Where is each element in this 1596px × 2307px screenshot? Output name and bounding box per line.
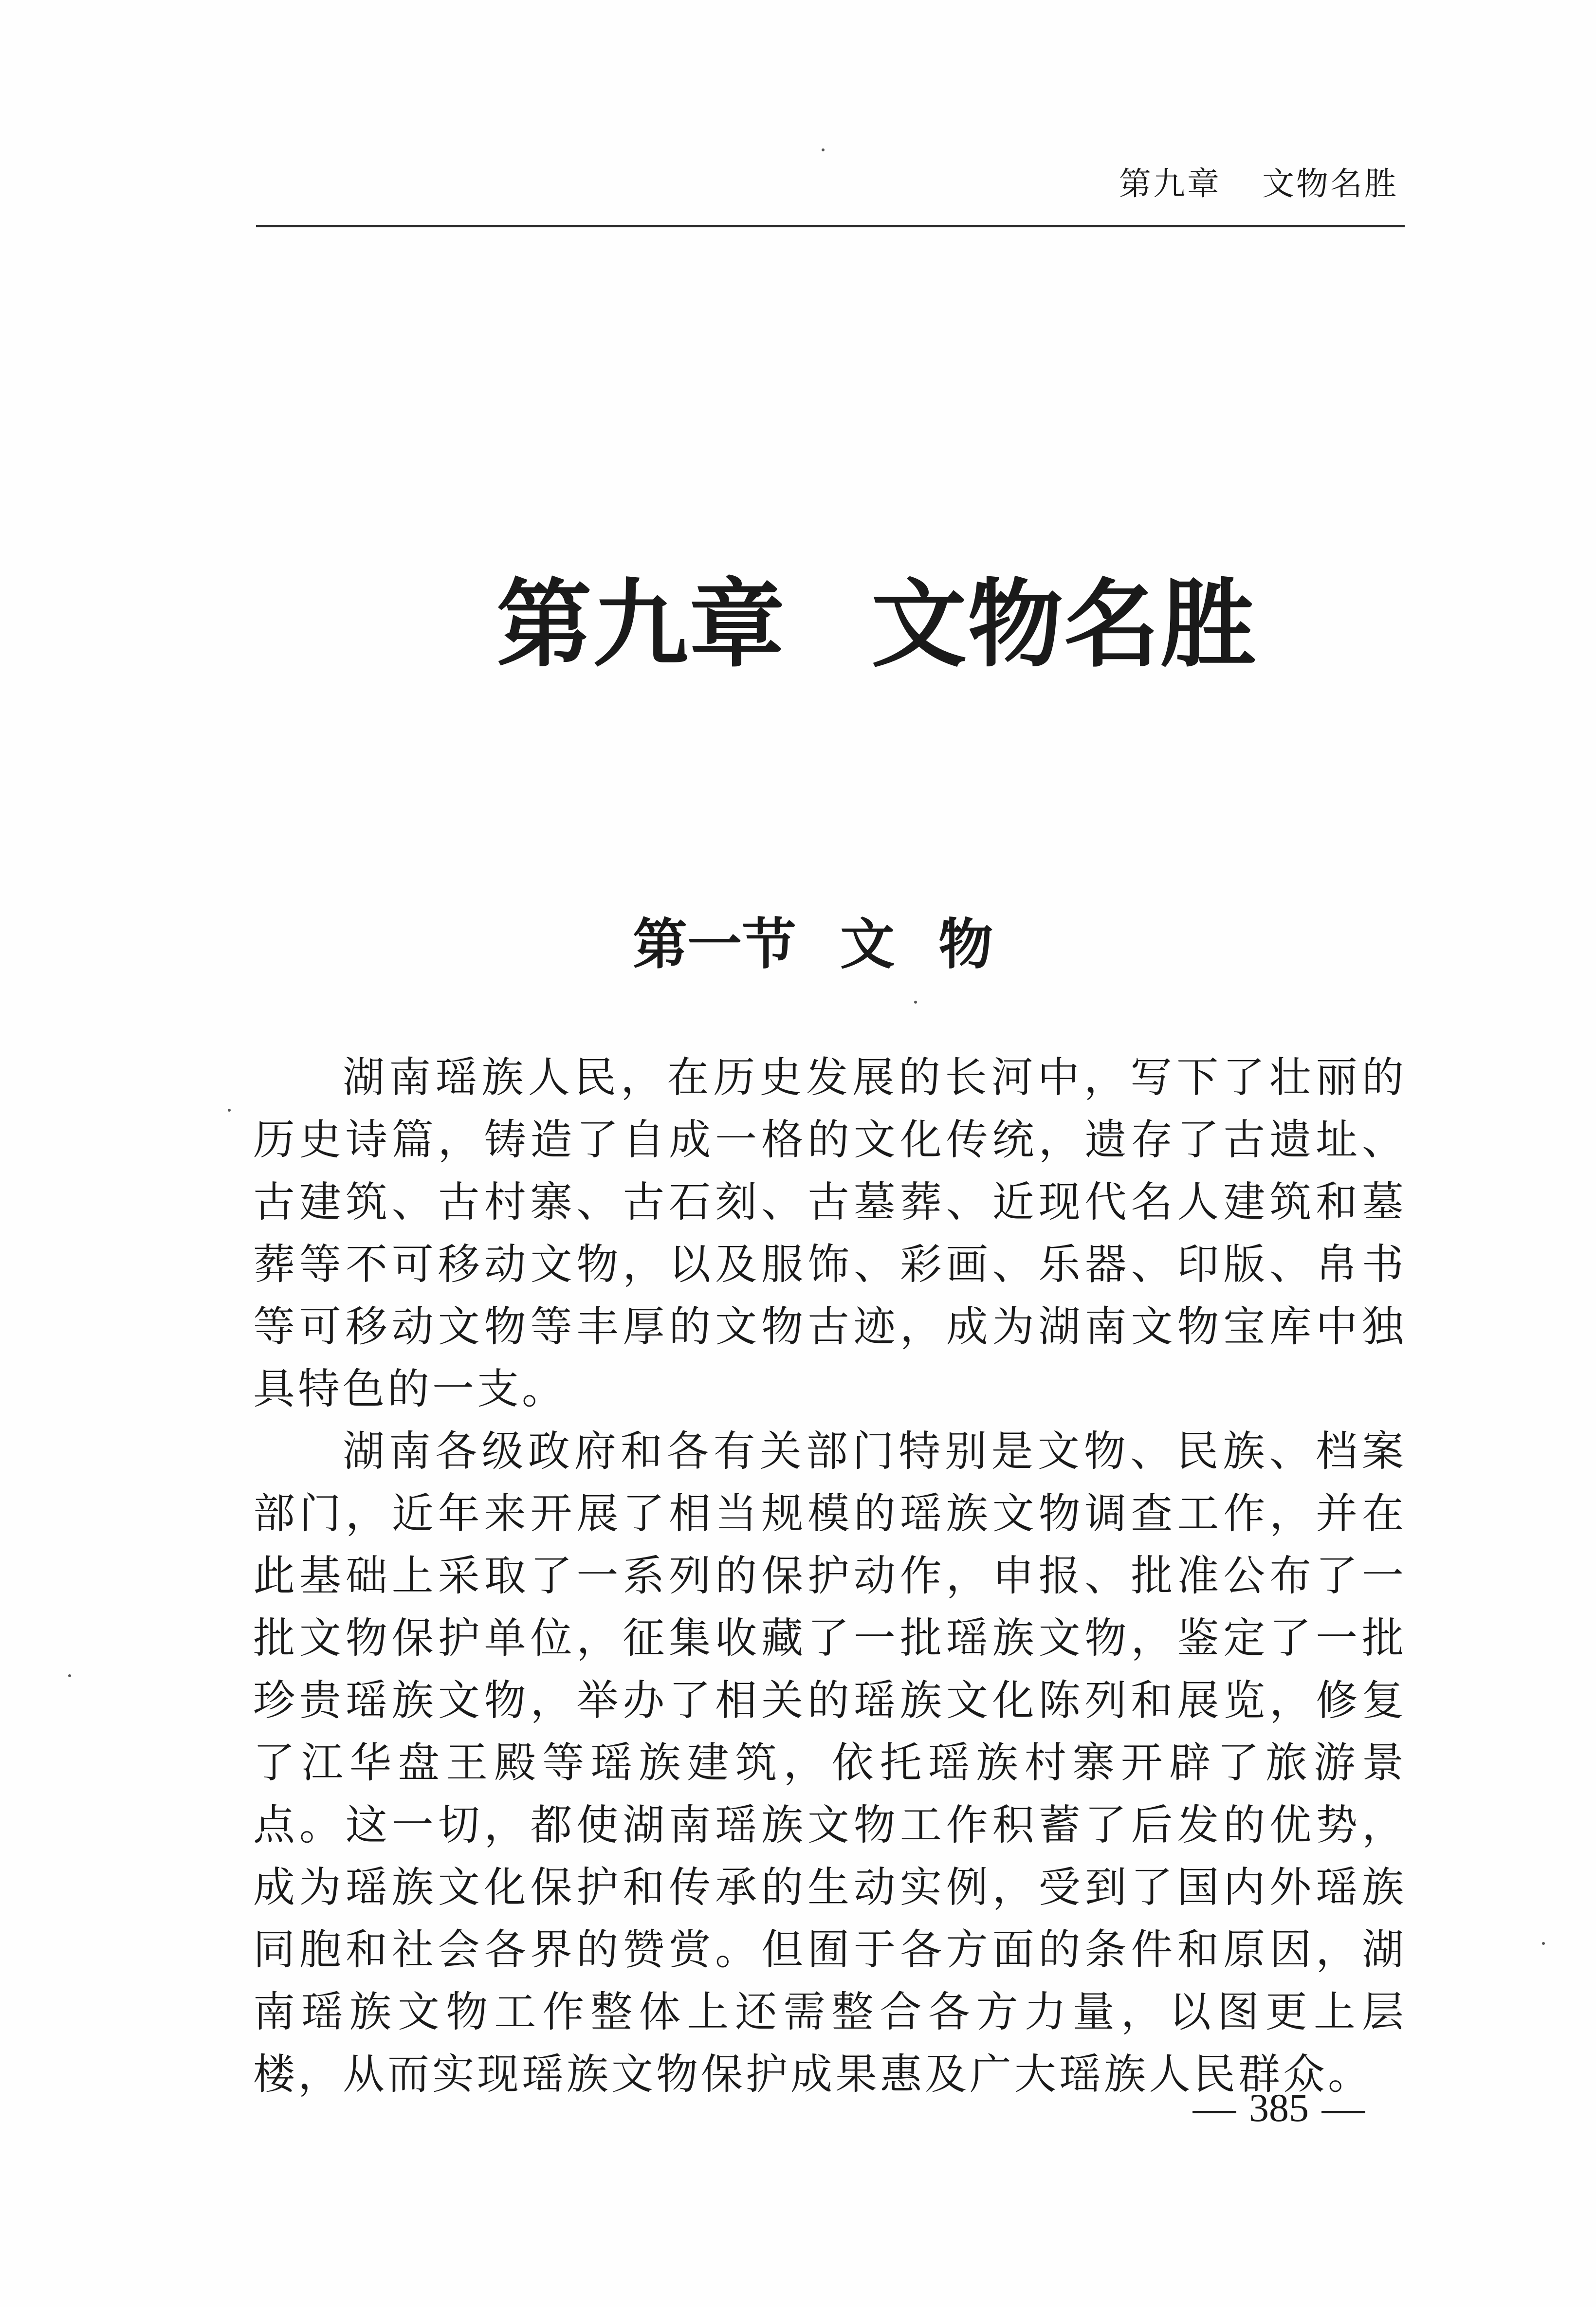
scan-speck — [914, 1001, 917, 1004]
running-header — [1119, 165, 1398, 202]
section-title-char-2: 物 — [938, 913, 993, 976]
page-number-value: 385 — [1249, 2086, 1309, 2130]
scan-speck — [822, 148, 825, 151]
running-header-chapter: 第九章 — [1119, 165, 1221, 202]
scan-speck — [228, 1109, 231, 1112]
chapter-name: 文物名胜 — [871, 568, 1257, 680]
paragraph-2: 湖南各级政府和各有关部门特别是文物、民族、档案部门，近年来开展了相当规模的瑶族文物调查工作，并在此基础上采取了一系列的保护动作，申报、批准公布了一批文物保护单位，征集收藏了一批瑶族文物，鉴定了一批珍贵瑶族文物，举办了相关的瑶族文化陈列和展览，修复了江华盘王殿等瑶族建筑，依托瑶族村寨开辟了旅游景点。这一切，都使湖南瑶族文物工作积蓄了后发的优势，成为瑶族文化保护和传承的生动实例，受到了国内外瑶族同胞和社会各界的赞赏。但囿于各方面的条件和原因，湖南瑶族文物工作整体上还需整合各方力量，以图更上层楼，从而实现瑶族文物保护成果惠及广大瑶族人民群众。 — [253, 1427, 1407, 2099]
page-number-dash-right — [1321, 2111, 1365, 2113]
chapter-title — [496, 568, 1257, 680]
scan-speck — [68, 1674, 71, 1677]
chapter-number: 第九章 — [496, 568, 786, 680]
section-title-char-1: 文 — [840, 913, 895, 976]
section-title — [633, 913, 1071, 976]
header-rule — [256, 225, 1405, 227]
page-number-dash-left — [1192, 2111, 1236, 2113]
scan-speck — [1542, 1942, 1545, 1945]
body-text — [253, 1046, 1407, 2106]
page-number — [1192, 2088, 1365, 2128]
paragraph-1: 湖南瑶族人民，在历史发展的长河中，写下了壮丽的历史诗篇，铸造了自成一格的文化传统，遗存了古遗址、古建筑、古村寨、古石刻、古墓葬、近现代名人建筑和墓葬等不可移动文物，以及服饰、彩画、乐器、印版、帛书等可移动文物等丰厚的文物古迹，成为湖南文物宝库中独具特色的一支。 — [253, 1053, 1407, 1413]
running-header-title: 文物名胜 — [1262, 165, 1398, 202]
section-number: 第一节 — [633, 913, 796, 976]
